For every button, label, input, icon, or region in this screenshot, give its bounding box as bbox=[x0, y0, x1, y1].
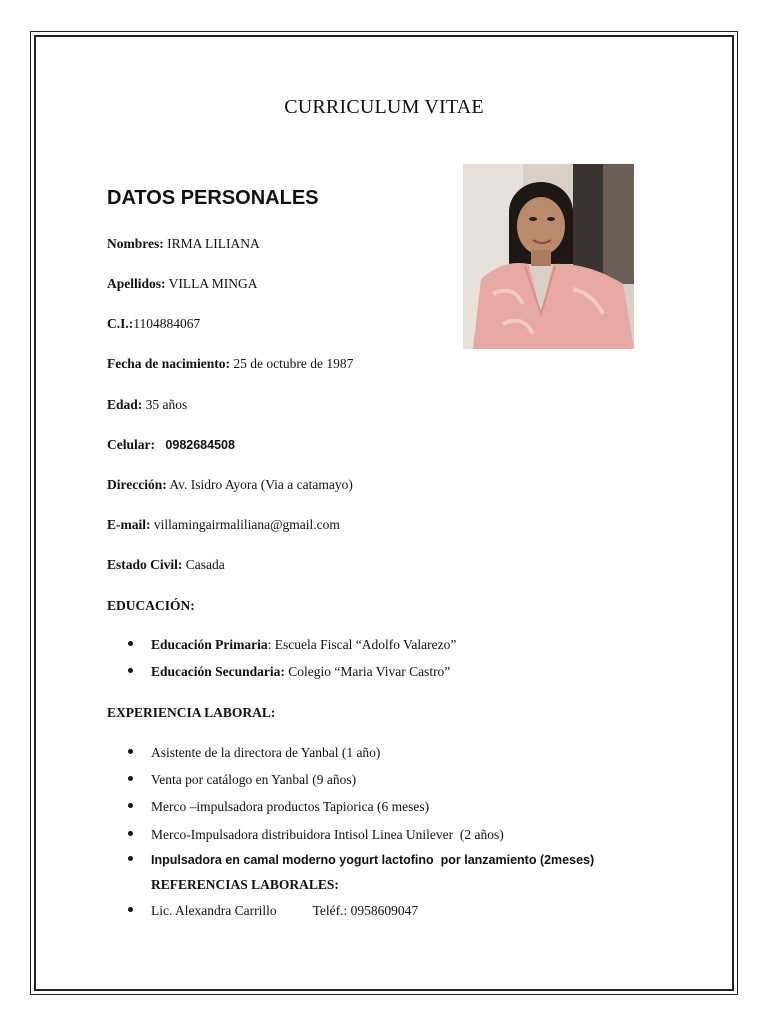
experience-text: Asistente de la directora de Yanbal (1 año) bbox=[151, 745, 381, 760]
references-heading: REFERENCIAS LABORALES: bbox=[151, 877, 339, 892]
experience-text: Merco –impulsadora productos Tapiorica (6 meses) bbox=[151, 799, 430, 814]
field-value: 0982684508 bbox=[155, 438, 235, 452]
field-email bbox=[107, 517, 340, 533]
field-nombres bbox=[107, 236, 260, 252]
bullet-icon bbox=[128, 668, 133, 673]
field-label: E-mail bbox=[107, 517, 146, 532]
education-value: Colegio “Maria Vivar Castro” bbox=[284, 664, 451, 679]
experience-item bbox=[128, 799, 429, 815]
education-separator: : bbox=[267, 637, 272, 652]
bullet-icon bbox=[128, 803, 133, 808]
field-ci bbox=[107, 316, 200, 332]
field-label: Estado Civil bbox=[107, 557, 178, 572]
experience-text: Merco-Impulsadora distribuidora Intisol Linea Unilever (2 años) bbox=[151, 827, 504, 842]
field-label: Edad bbox=[107, 397, 138, 412]
field-value: 1104884067 bbox=[133, 316, 201, 331]
field-label: Dirección bbox=[107, 477, 163, 492]
field-separator: : bbox=[162, 477, 167, 492]
experience-item bbox=[128, 745, 380, 761]
profile-photo bbox=[463, 164, 634, 349]
field-separator: : bbox=[177, 557, 183, 572]
field-separator: : bbox=[137, 397, 143, 412]
bullet-icon bbox=[128, 641, 133, 646]
experience-item bbox=[128, 827, 504, 843]
education-separator: : bbox=[280, 664, 285, 679]
education-label: Educación Primaria bbox=[151, 637, 268, 652]
field-label: Nombres bbox=[107, 236, 160, 251]
bullet-icon bbox=[128, 856, 133, 861]
field-value: VILLA MINGA bbox=[165, 276, 258, 291]
experience-item bbox=[128, 772, 356, 788]
field-label: Fecha de nacimiento bbox=[107, 356, 226, 371]
section-personal-data: DATOS PERSONALES bbox=[107, 187, 319, 209]
field-separator: : bbox=[150, 437, 155, 452]
experience-text: Inpulsadora en camal moderno yogurt lactofino por lanzamiento (2meses) bbox=[151, 853, 595, 867]
reference-name: Lic. Alexandra Carrillo bbox=[151, 903, 277, 918]
experience-text: Venta por catálogo en Yanbal (9 años) bbox=[151, 772, 357, 787]
education-item bbox=[128, 664, 450, 680]
education-heading: EDUCACIÓN: bbox=[107, 598, 195, 613]
field-separator: : bbox=[146, 517, 151, 532]
field-separator: : bbox=[161, 276, 166, 291]
field-value: Casada bbox=[182, 557, 225, 572]
bullet-icon bbox=[128, 907, 133, 912]
field-estado-civil bbox=[107, 557, 225, 573]
field-celular bbox=[107, 437, 235, 453]
field-value: villamingairmaliliana@gmail.com bbox=[150, 517, 340, 532]
field-label: Apellidos bbox=[107, 276, 162, 291]
reference-phone: Teléf.: 0958609047 bbox=[312, 903, 419, 918]
field-direccion bbox=[107, 477, 353, 493]
education-label: Educación Secundaria bbox=[151, 664, 281, 679]
experience-heading: EXPERIENCIA LABORAL: bbox=[107, 705, 276, 720]
field-label: Celular bbox=[107, 437, 151, 452]
bullet-icon bbox=[128, 831, 133, 836]
field-value: Av. Isidro Ayora (Via a catamayo) bbox=[166, 477, 353, 492]
document-title: CURRICULUM VITAE bbox=[284, 96, 484, 118]
education-value: Escuela Fiscal “Adolfo Valarezo” bbox=[271, 637, 457, 652]
field-edad bbox=[107, 397, 187, 413]
bullet-icon bbox=[128, 776, 133, 781]
field-value: 35 años bbox=[142, 397, 188, 412]
field-fecha-nacimiento bbox=[107, 356, 353, 372]
field-apellidos bbox=[107, 276, 258, 292]
field-separator: : bbox=[159, 236, 164, 251]
reference-item bbox=[128, 903, 418, 919]
field-value: 25 de octubre de 1987 bbox=[229, 356, 354, 371]
experience-item bbox=[128, 853, 594, 867]
field-label: C.I. bbox=[107, 316, 129, 331]
field-separator: : bbox=[225, 356, 230, 371]
bullet-icon bbox=[128, 749, 133, 754]
education-item bbox=[128, 637, 456, 653]
field-separator: : bbox=[128, 316, 134, 331]
field-value: IRMA LILIANA bbox=[163, 236, 260, 251]
